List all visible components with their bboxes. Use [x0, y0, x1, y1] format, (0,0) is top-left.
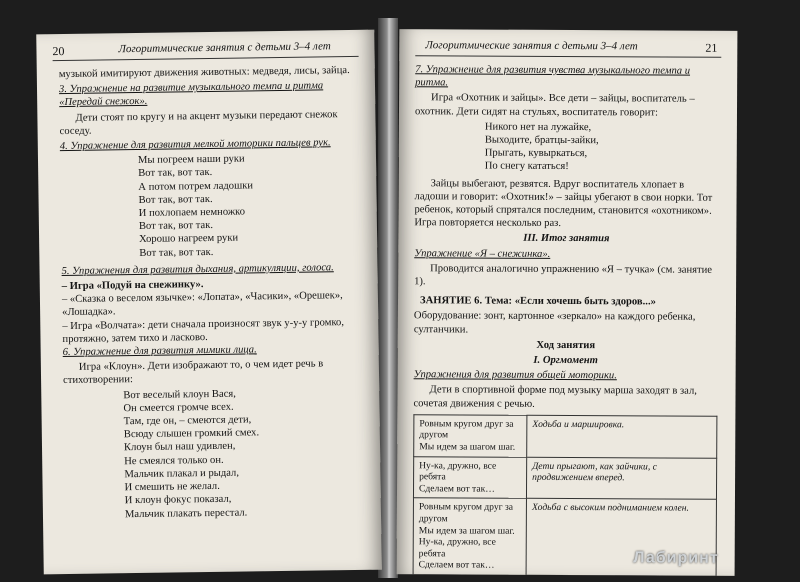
equipment: Оборудование: зонт, картонное «зеркало» на каждого ребенка, султанчики. — [413, 310, 696, 336]
section-heading: III. Итог занятия — [523, 233, 610, 245]
exercise-heading: 4. Упражнение для развития мелкой моторики пальцев рук. — [59, 137, 331, 153]
poem-line: А потом потрем ладошки — [138, 179, 254, 193]
poem — [123, 385, 367, 520]
table-row — [413, 456, 716, 499]
poem-line: Мальчик плакал и рыдал, — [124, 467, 240, 481]
list-item: – Игра «Волчата»: дети сначала произносят звук у-у-у громко, протяжно, затем тихо и ласково. — [62, 316, 345, 345]
page-body — [413, 63, 720, 576]
table-cell: Ровным кругом друг за другом Мы идем за шагом шаг. Ну-ка, дружно, все ребята Сделаем вот так… — [413, 498, 526, 575]
left-page — [36, 30, 382, 575]
exercise-heading: 5. Упражнения для развития дыхания, артикуляции, голоса. — [61, 262, 334, 277]
poem-line: Вот так, вот так. — [138, 193, 213, 206]
poem-line: Вот так, вот так. — [138, 220, 214, 233]
table-cell: Дети прыгают, как зайчики, с продвижением вперед. — [527, 457, 717, 500]
list-item: – «Сказка о веселом язычке»: «Лопата», «Часики», «Орешек», «Лошадка». — [61, 290, 343, 319]
poem-line: И клоун фокус показал, — [124, 494, 232, 507]
table-row — [414, 415, 717, 458]
page-body — [59, 64, 367, 526]
paragraph: Дети стоят по кругу и на акцент музыки передают снежок соседу. — [59, 108, 338, 137]
right-page — [397, 29, 738, 576]
exercise-heading: Упражнение «Я – снежинка». — [414, 247, 551, 260]
poem-line: Всюду слышен громкий смех. — [123, 427, 260, 441]
running-title: Логоритмические занятия с детьми 3–4 лет — [425, 39, 638, 53]
exercise-heading: Упражнения для развития общей моторики. — [413, 369, 617, 382]
table-cell: Ходьба с высоким подниманием колен. — [526, 499, 716, 576]
poem-line: Вот так, вот так. — [139, 246, 214, 259]
paragraph: Проводится аналогично упражнению «Я – тучка» (см. занятие 1). — [414, 263, 713, 288]
paragraph: Игра «Клоун». Дети изображают то, о чем идет речь в стихотворении: — [63, 358, 324, 387]
poem-line: Там, где он, – смеются дети, — [123, 414, 252, 428]
book-spine — [378, 18, 398, 578]
poem-line: Клоун был наш удивлен, — [123, 441, 236, 454]
exercise-heading: 7. Упражнение для развития чувства музыкального темпа и ритма. — [415, 64, 691, 89]
table-cell: Ровным кругом друг за другом Мы идем за шагом шаг. — [414, 415, 527, 457]
poem-line: Не смеялся только он. — [124, 454, 224, 467]
running-title: Логоритмические занятия с детьми 3–4 лет — [118, 40, 331, 56]
course-heading: Ход занятия — [536, 339, 596, 352]
table-cell: Ну-ка, дружно, все ребята Сделаем вот так… — [413, 456, 526, 498]
poem-line: По снегу кататься! — [484, 160, 569, 173]
paragraph: музыкой имитируют движения животных: медведя, лисы, зайца. — [58, 65, 350, 81]
table-cell: Ходьба и маршировка. — [527, 415, 717, 458]
paragraph: Дети в спортивной форме под музыку марша заходят в зал, сочетая движения с речью. — [413, 384, 697, 410]
poem-line: Выходите, братцы-зайки, — [484, 134, 599, 147]
watermark-logo: Лабиринт — [633, 549, 719, 567]
section-heading: I. Оргмомент — [533, 354, 598, 367]
page-number: 21 — [705, 40, 718, 55]
lesson-title: ЗАНЯТИЕ 6. Тема: «Если хочешь быть здоров...» — [419, 295, 656, 308]
poem — [485, 120, 719, 174]
poem-line: И смешить не желал. — [124, 480, 220, 494]
poem-line: Мальчик плакать перестал. — [124, 506, 248, 520]
exercise-heading: 3. Упражнение на развитие музыкального темпа и ритма «Передай снежок». — [58, 80, 324, 109]
poem-line: Вот веселый клоун Вася, — [123, 388, 236, 401]
page-header — [52, 40, 358, 61]
poem-line: Он смеется громче всех. — [123, 401, 234, 415]
poem — [138, 151, 363, 260]
paragraph: Зайцы выбегают, резвятся. Вдруг воспитатель хлопает в ладоши и говорит: «Охотник!» – зайцы убегают в свои норки. Тот ребенок, который спрятался последним, становится «охотником». Игра повторяется несколько раз. — [414, 177, 713, 230]
page-number: 20 — [52, 43, 65, 59]
list-item: – Игра «Подуй на снежинку». — [61, 279, 204, 293]
page-header — [415, 39, 721, 58]
poem-line: И похлопаем немножко — [138, 206, 246, 220]
exercise-list — [62, 276, 365, 346]
poem-line: Вот так, вот так. — [138, 167, 213, 180]
poem-line: Прыгать, кувыркаться, — [484, 147, 588, 160]
poem-line: Хорошо нагреем руки — [139, 233, 239, 246]
exercise-heading: 6. Упражнение для развития мимики лица. — [62, 344, 257, 359]
poem-line: Никого нет на лужайке, — [484, 121, 592, 133]
poem-line: Мы погреем наши руки — [137, 153, 245, 167]
paragraph: Игра «Охотник и зайцы». Все дети – зайцы, воспитатель – охотник. Дети сидят на стульях, воспитатель говорит: — [414, 92, 695, 119]
